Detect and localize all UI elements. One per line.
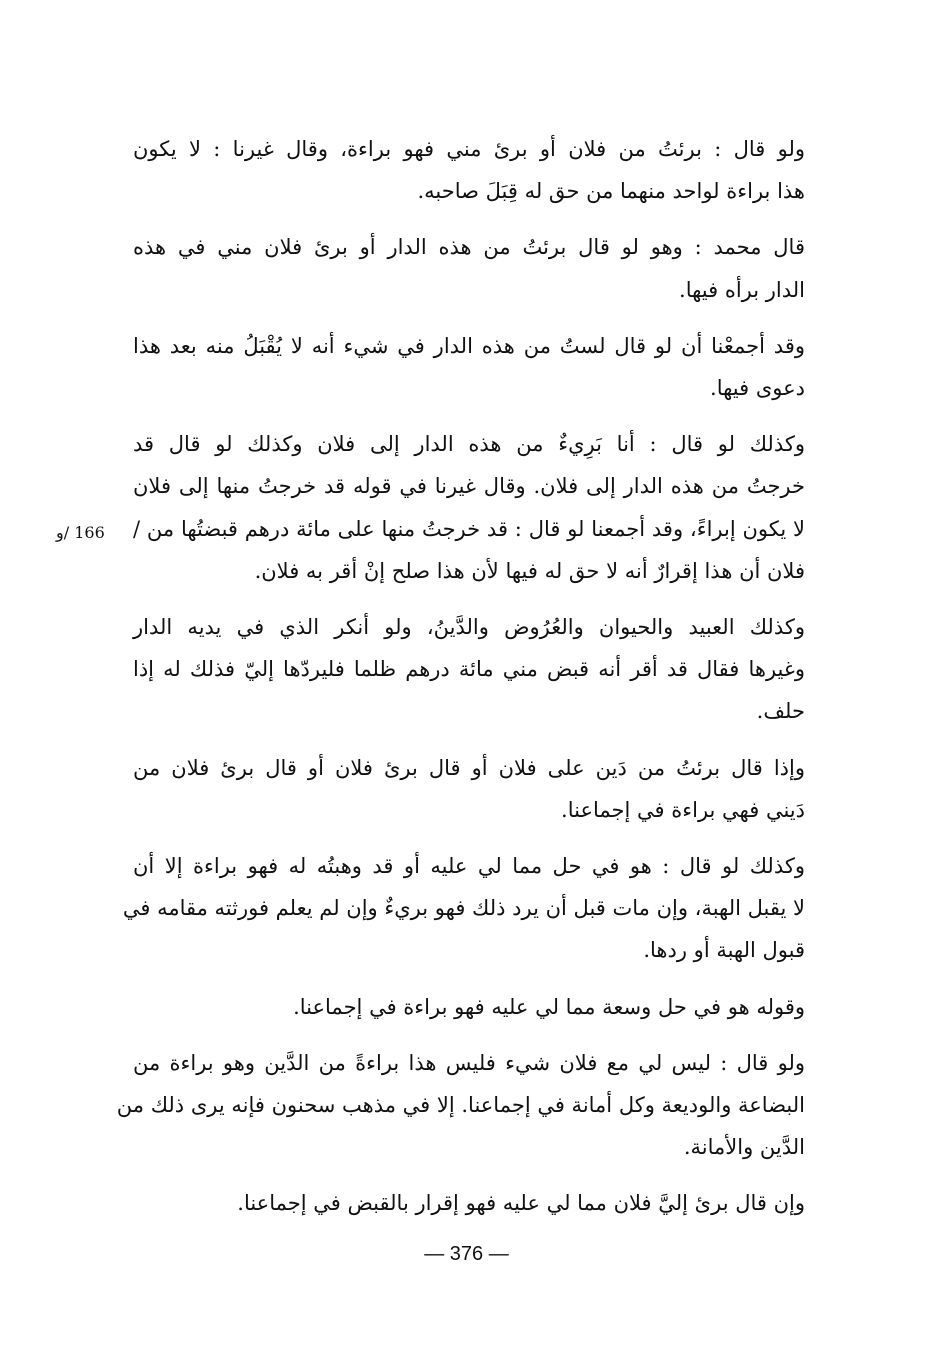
paragraph (133, 747, 805, 831)
text-line: لا يكون إبراءً، وقد أجمعنا لو قال : قد خرجتُ منها على مائة درهم قبضتُها من / (133, 516, 805, 541)
paragraph (133, 128, 805, 212)
text-line: هذا براءة لواحد منهما من حق له قِبَلَ صاحبه. (417, 179, 805, 204)
paragraph (133, 325, 805, 409)
text-line: دعوى فيها. (710, 376, 805, 401)
text-line: البضاعة والوديعة وكل أمانة في إجماعنا. إلا في مذهب سحنون فإنه يرى ذلك من (116, 1093, 805, 1118)
text-line: وإن قال برئ إليَّ فلان مما لي عليه فهو إقرار بالقبض في إجماعنا. (237, 1191, 805, 1216)
text-line: الدَّين والأمانة. (683, 1135, 805, 1160)
paragraph (133, 423, 805, 592)
text-line: وقد أجمعْنا أن لو قال لستُ من هذه الدار في شيء أنه لا يُقْبَلُ منه بعد هذا (133, 333, 805, 358)
text-line: خرجتُ من هذه الدار إلى فلان. وقال غيرنا في قوله قد خرجتُ منها إلى فلان (133, 474, 805, 499)
text-line: وكذلك لو قال : أنا بَرِيءٌ من هذه الدار إلى فلان وكذلك لو قال قد (133, 432, 805, 457)
text-line: ولو قال : برئتُ من فلان أو برئ مني فهو براءة، وقال غيرنا : لا يكون (133, 137, 805, 161)
paragraph (133, 986, 805, 1028)
text-line: وغيرها فقال قد أقر أنه قبض مني مائة درهم ظلما فليردّها إليّ فذلك له إذا (133, 657, 805, 682)
folio-marginal-note: 166 /و (56, 523, 105, 542)
text-line: وإذا قال برئتُ من دَين على فلان أو قال برئ فلان أو قال برئ فلان من (133, 755, 805, 780)
text-line: وكذلك العبيد والحيوان والعُرُوض والدَّينُ، ولو أنكر الذي في يديه الدار (133, 615, 805, 640)
paragraph (122, 845, 805, 972)
text-line: ولو قال : ليس لي مع فلان شيء فليس هذا براءةً من الدَّين وهو براءة من (133, 1050, 805, 1075)
text-line: فلان أن هذا إقرارٌ أنه لا حق له فيها لأن هذا صلح إنْ أقر به فلان. (254, 558, 805, 583)
main-text (116, 128, 805, 1239)
text-line: دَيني فهي براءة في إجماعنا. (561, 797, 805, 822)
text-line: الدار برأه فيها. (679, 277, 805, 302)
page-number: — 376 — (424, 1243, 509, 1265)
paragraph (116, 1042, 805, 1169)
text-line: وكذلك لو قال : هو في حل مما لي عليه أو قد وهبتُه له فهو براءة إلا أن (133, 854, 805, 879)
text-line: لا يقبل الهبة، وإن مات قبل أن يرد ذلك فهو بريءٌ وإن لم يعلم فورثته مقامه في (122, 896, 805, 921)
text-line: قال محمد : وهو لو قال برئتُ من هذه الدار أو برئ فلان مني في هذه (133, 235, 805, 260)
text-line: قبول الهبة أو ردها. (643, 938, 805, 963)
text-line: حلف. (756, 699, 805, 724)
paragraph (133, 606, 805, 733)
text-line: وقوله هو في حل وسعة مما لي عليه فهو براءة في إجماعنا. (293, 994, 805, 1019)
paragraph (133, 1182, 805, 1224)
paragraph (133, 226, 805, 310)
